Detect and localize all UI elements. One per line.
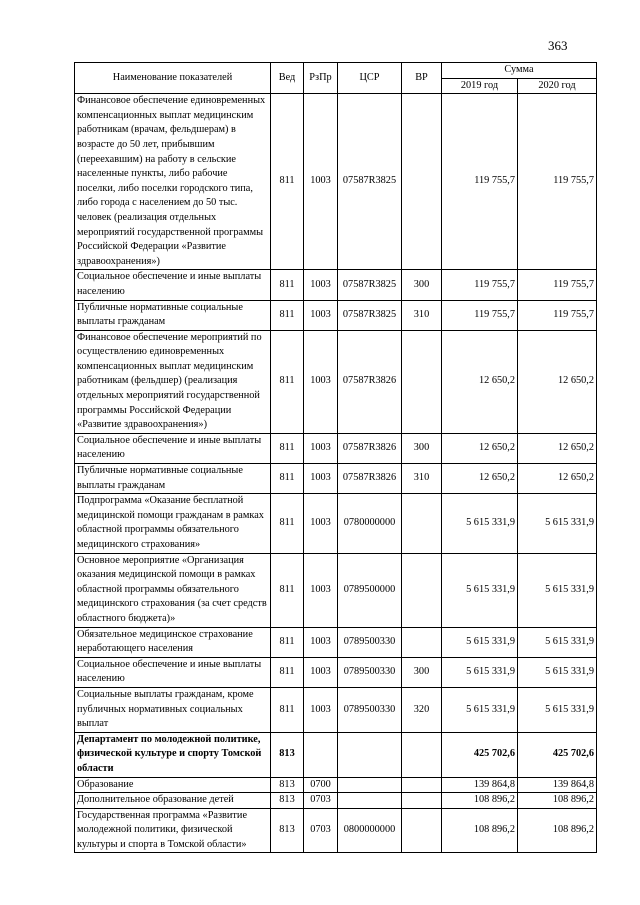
row-rzpr: 0703: [304, 808, 338, 853]
row-vr: 300: [402, 270, 442, 300]
row-rzpr: 1003: [304, 94, 338, 270]
row-name: Департамент по молодежной политике, физической культуре и спорту Томской области: [75, 732, 271, 777]
row-vr: [402, 732, 442, 777]
header-vr: ВР: [402, 63, 442, 94]
row-rzpr: 1003: [304, 330, 338, 433]
header-rzpr: РзПр: [304, 63, 338, 94]
row-vr: 320: [402, 687, 442, 732]
table-row: [75, 687, 597, 732]
row-rzpr: 0700: [304, 777, 338, 793]
row-amount-2020: 425 702,6: [518, 732, 597, 777]
row-vr: 300: [402, 433, 442, 463]
table-row: [75, 657, 597, 687]
row-rzpr: 1003: [304, 687, 338, 732]
row-name: Финансовое обеспечение единовременных компенсационных выплат медицинским работникам (врачам, фельдшерам) в возрасте до 50 лет, прибывшим (переехавшим) на работу в сельские населенные пункты, либо рабочие поселки, либо поселки городского типа, либо города с населением до 50 тыс. человек (реализация отдельных мероприятий государственной программы Российской Федерации «Развитие здравоохранения»): [75, 94, 271, 270]
row-ved: 811: [271, 94, 304, 270]
row-csr: 07587R3826: [338, 464, 402, 494]
header-name: Наименование показателей: [75, 63, 271, 94]
row-rzpr: 1003: [304, 657, 338, 687]
row-vr: 300: [402, 657, 442, 687]
row-ved: 813: [271, 793, 304, 809]
row-amount-2020: 119 755,7: [518, 270, 597, 300]
row-vr: [402, 793, 442, 809]
row-name: Обязательное медицинское страхование неработающего населения: [75, 627, 271, 657]
row-rzpr: 1003: [304, 300, 338, 330]
row-amount-2020: 5 615 331,9: [518, 494, 597, 553]
row-rzpr: [304, 732, 338, 777]
row-name: Социальное обеспечение и иные выплаты населению: [75, 270, 271, 300]
row-name: Социальное обеспечение и иные выплаты населению: [75, 433, 271, 463]
row-amount-2019: 425 702,6: [442, 732, 518, 777]
row-ved: 811: [271, 300, 304, 330]
row-vr: [402, 494, 442, 553]
row-csr: 0780000000: [338, 494, 402, 553]
row-amount-2019: 5 615 331,9: [442, 657, 518, 687]
table-row: [75, 464, 597, 494]
row-amount-2020: 12 650,2: [518, 464, 597, 494]
table-row: [75, 732, 597, 777]
row-csr: 0789500330: [338, 657, 402, 687]
header-ved: Вед: [271, 63, 304, 94]
header-year-2019: 2019 год: [442, 78, 518, 94]
row-ved: 813: [271, 808, 304, 853]
table-row: [75, 494, 597, 553]
row-ved: 813: [271, 732, 304, 777]
row-ved: 811: [271, 627, 304, 657]
row-amount-2019: 119 755,7: [442, 300, 518, 330]
header-year-2020: 2020 год: [518, 78, 597, 94]
table-row: [75, 793, 597, 809]
row-amount-2020: 5 615 331,9: [518, 657, 597, 687]
row-csr: 0789500330: [338, 687, 402, 732]
row-rzpr: 1003: [304, 464, 338, 494]
table-row: [75, 433, 597, 463]
row-vr: [402, 94, 442, 270]
row-csr: 07587R3826: [338, 330, 402, 433]
row-name: Социальное обеспечение и иные выплаты населению: [75, 657, 271, 687]
row-rzpr: 1003: [304, 494, 338, 553]
page-number: 363: [548, 38, 568, 53]
row-name: Образование: [75, 777, 271, 793]
row-vr: [402, 627, 442, 657]
row-amount-2020: 108 896,2: [518, 793, 597, 809]
row-csr: 07587R3826: [338, 433, 402, 463]
row-ved: 813: [271, 777, 304, 793]
row-csr: 0789500330: [338, 627, 402, 657]
row-csr: 07587R3825: [338, 270, 402, 300]
row-amount-2020: 12 650,2: [518, 330, 597, 433]
header-sum: Сумма: [442, 63, 597, 79]
row-amount-2020: 108 896,2: [518, 808, 597, 853]
row-rzpr: 1003: [304, 270, 338, 300]
row-amount-2019: 12 650,2: [442, 330, 518, 433]
row-vr: [402, 330, 442, 433]
row-csr: [338, 793, 402, 809]
row-ved: 811: [271, 270, 304, 300]
row-vr: [402, 553, 442, 627]
table-row: [75, 627, 597, 657]
row-amount-2019: 108 896,2: [442, 808, 518, 853]
row-csr: 07587R3825: [338, 300, 402, 330]
row-amount-2019: 139 864,8: [442, 777, 518, 793]
row-ved: 811: [271, 433, 304, 463]
budget-table: [74, 62, 597, 853]
table-row: [75, 808, 597, 853]
row-ved: 811: [271, 464, 304, 494]
row-name: Государственная программа «Развитие молодежной политики, физической культуры и спорта в Томской области»: [75, 808, 271, 853]
row-csr: 0800000000: [338, 808, 402, 853]
header-csr: ЦСР: [338, 63, 402, 94]
table-body: [75, 94, 597, 853]
row-ved: 811: [271, 494, 304, 553]
row-name: Основное мероприятие «Организация оказания медицинской помощи в рамках областной программы обязательного медицинского страхования (за счет средств областного бюджета)»: [75, 553, 271, 627]
row-vr: 310: [402, 464, 442, 494]
row-ved: 811: [271, 657, 304, 687]
row-amount-2020: 5 615 331,9: [518, 553, 597, 627]
row-amount-2019: 5 615 331,9: [442, 494, 518, 553]
row-name: Социальные выплаты гражданам, кроме публичных нормативных социальных выплат: [75, 687, 271, 732]
row-amount-2019: 119 755,7: [442, 270, 518, 300]
row-vr: 310: [402, 300, 442, 330]
row-amount-2019: 108 896,2: [442, 793, 518, 809]
row-amount-2020: 119 755,7: [518, 94, 597, 270]
row-amount-2019: 5 615 331,9: [442, 627, 518, 657]
row-csr: [338, 777, 402, 793]
row-csr: 07587R3825: [338, 94, 402, 270]
row-amount-2019: 5 615 331,9: [442, 687, 518, 732]
table-row: [75, 94, 597, 270]
row-amount-2020: 139 864,8: [518, 777, 597, 793]
row-ved: 811: [271, 553, 304, 627]
row-csr: 0789500000: [338, 553, 402, 627]
row-rzpr: 1003: [304, 433, 338, 463]
row-name: Подпрограмма «Оказание бесплатной медицинской помощи гражданам в рамках областной программы обязательного медицинского страхования»: [75, 494, 271, 553]
table-row: [75, 777, 597, 793]
row-name: Публичные нормативные социальные выплаты гражданам: [75, 300, 271, 330]
row-vr: [402, 777, 442, 793]
row-amount-2020: 119 755,7: [518, 300, 597, 330]
row-csr: [338, 732, 402, 777]
table-row: [75, 330, 597, 433]
row-ved: 811: [271, 330, 304, 433]
row-rzpr: 1003: [304, 553, 338, 627]
row-amount-2019: 12 650,2: [442, 464, 518, 494]
row-amount-2019: 119 755,7: [442, 94, 518, 270]
row-name: Публичные нормативные социальные выплаты гражданам: [75, 464, 271, 494]
table-row: [75, 553, 597, 627]
table-row: [75, 300, 597, 330]
row-name: Дополнительное образование детей: [75, 793, 271, 809]
row-amount-2020: 5 615 331,9: [518, 627, 597, 657]
row-rzpr: 1003: [304, 627, 338, 657]
row-amount-2020: 12 650,2: [518, 433, 597, 463]
row-amount-2019: 12 650,2: [442, 433, 518, 463]
row-vr: [402, 808, 442, 853]
row-name: Финансовое обеспечение мероприятий по осуществлению единовременных компенсационных выплат медицинским работникам (фельдшер) (реализация отдельных мероприятий государственной программы Российской Федерации «Развитие здравоохранения»): [75, 330, 271, 433]
row-ved: 811: [271, 687, 304, 732]
row-amount-2020: 5 615 331,9: [518, 687, 597, 732]
row-rzpr: 0703: [304, 793, 338, 809]
row-amount-2019: 5 615 331,9: [442, 553, 518, 627]
table-row: [75, 270, 597, 300]
